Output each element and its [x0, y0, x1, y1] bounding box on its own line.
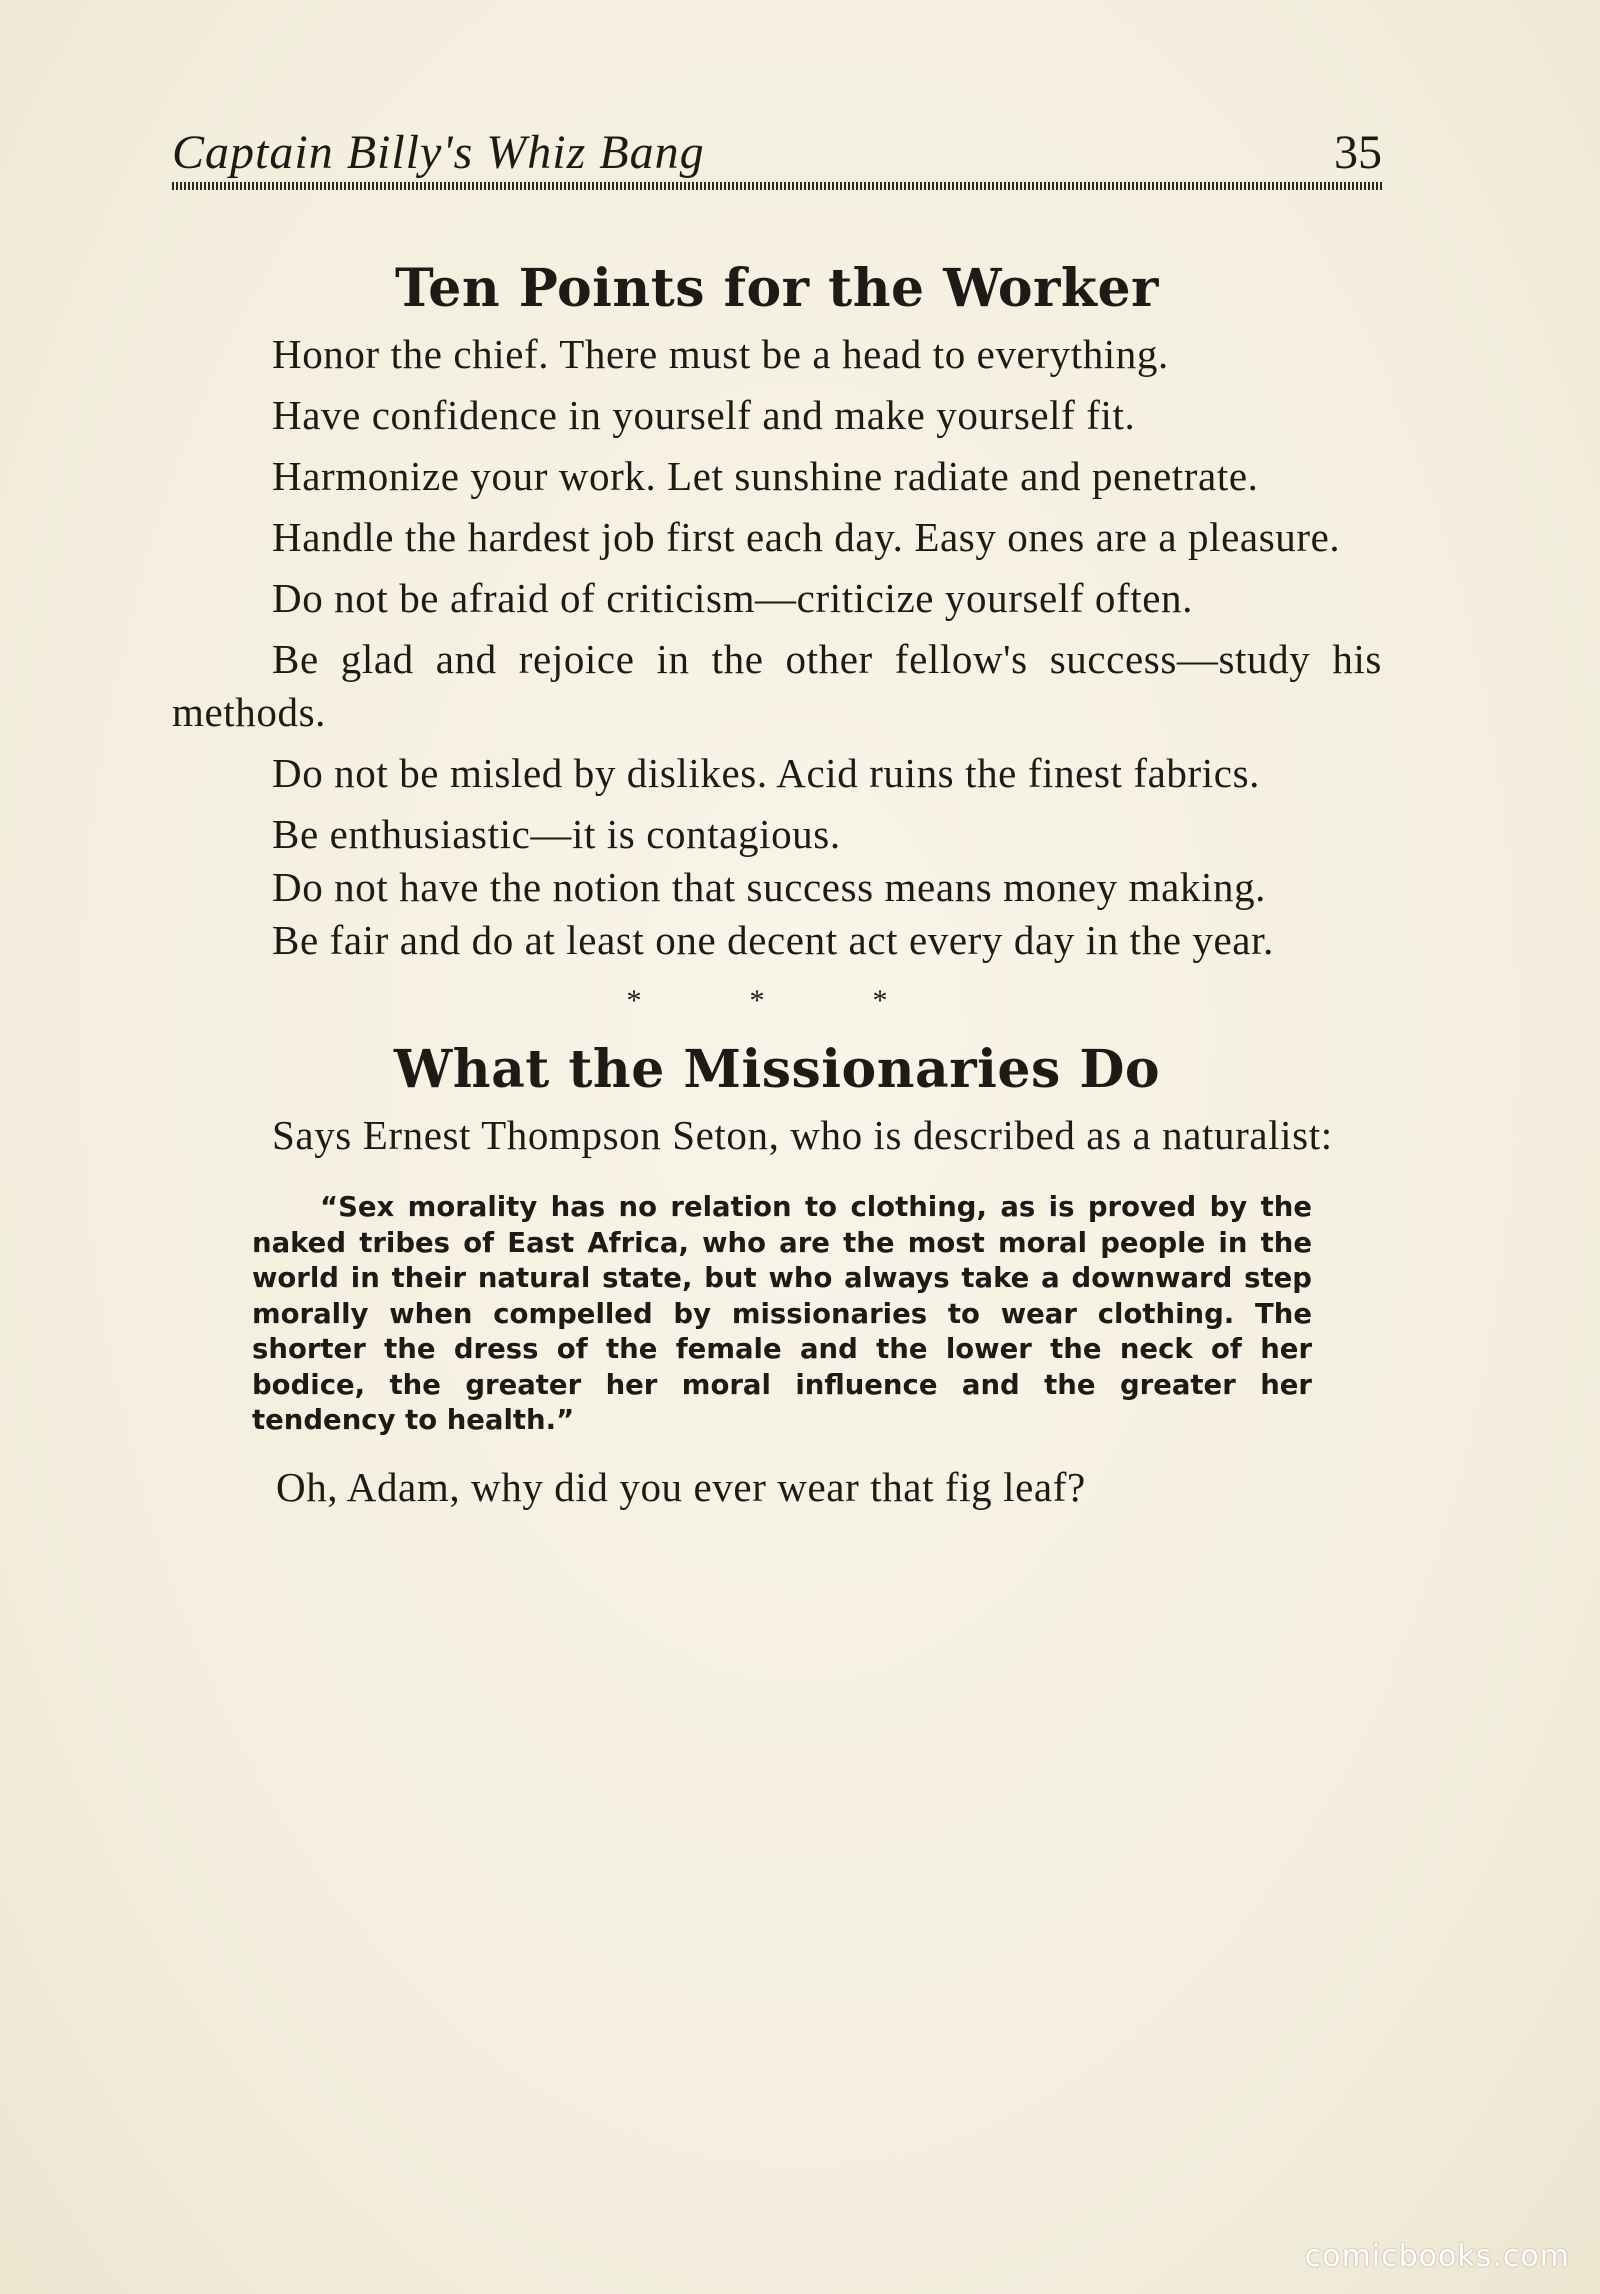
- article-title-missionaries: What the Missionaries Do: [393, 1039, 1161, 1100]
- point-3: Harmonize your work. Let sunshine radiate and penetrate.: [272, 453, 1259, 499]
- divider-asterisk: *: [749, 984, 805, 1017]
- point-9: Do not have the notion that success means money making.: [272, 864, 1267, 910]
- divider-asterisk: *: [626, 984, 682, 1017]
- article-intro: Says Ernest Thompson Seton, who is described as a naturalist:: [272, 1112, 1333, 1158]
- magazine-title: Captain Billy's Whiz Bang: [172, 126, 705, 179]
- point-10: Be fair and do at least one decent act every day in the year.: [272, 917, 1274, 963]
- point-4: Handle the hardest job first each day. Easy ones are a pleasure.: [272, 514, 1341, 560]
- divider-asterisk: *: [872, 984, 928, 1017]
- point-7: Do not be misled by dislikes. Acid ruins the finest fabrics.: [272, 750, 1260, 796]
- point-2: Have confidence in yourself and make yourself fit.: [272, 392, 1136, 438]
- site-watermark: comicbooks.com: [1304, 2239, 1570, 2274]
- section-divider: [172, 971, 1382, 1031]
- seton-quote: “Sex morality has no relation to clothing, as is proved by the naked tribes of East Africa, who are the most moral people in the world in their natural state, but who always take a downward step morally when compelled by missionaries to wear clothing. The shorter the dress of the female and the lower the neck of her bodice, the greater her moral influence and the greater her tendency to health.”: [252, 1191, 1312, 1436]
- page-number: 35: [1334, 126, 1382, 179]
- point-1: Honor the chief. There must be a head to everything.: [272, 331, 1169, 377]
- article-title-ten-points: Ten Points for the Worker: [395, 258, 1159, 319]
- point-8: Be enthusiastic—it is contagious.: [272, 811, 841, 857]
- point-5: Do not be afraid of criticism—criticize yourself often.: [272, 575, 1194, 621]
- closing-line: Oh, Adam, why did you ever wear that fig leaf?: [276, 1463, 1086, 1510]
- point-6: Be glad and rejoice in the other fellow's success—study his methods.: [172, 636, 1382, 735]
- running-head: [172, 118, 1382, 188]
- page-content: [172, 250, 1382, 1555]
- header-rule: [172, 182, 1382, 190]
